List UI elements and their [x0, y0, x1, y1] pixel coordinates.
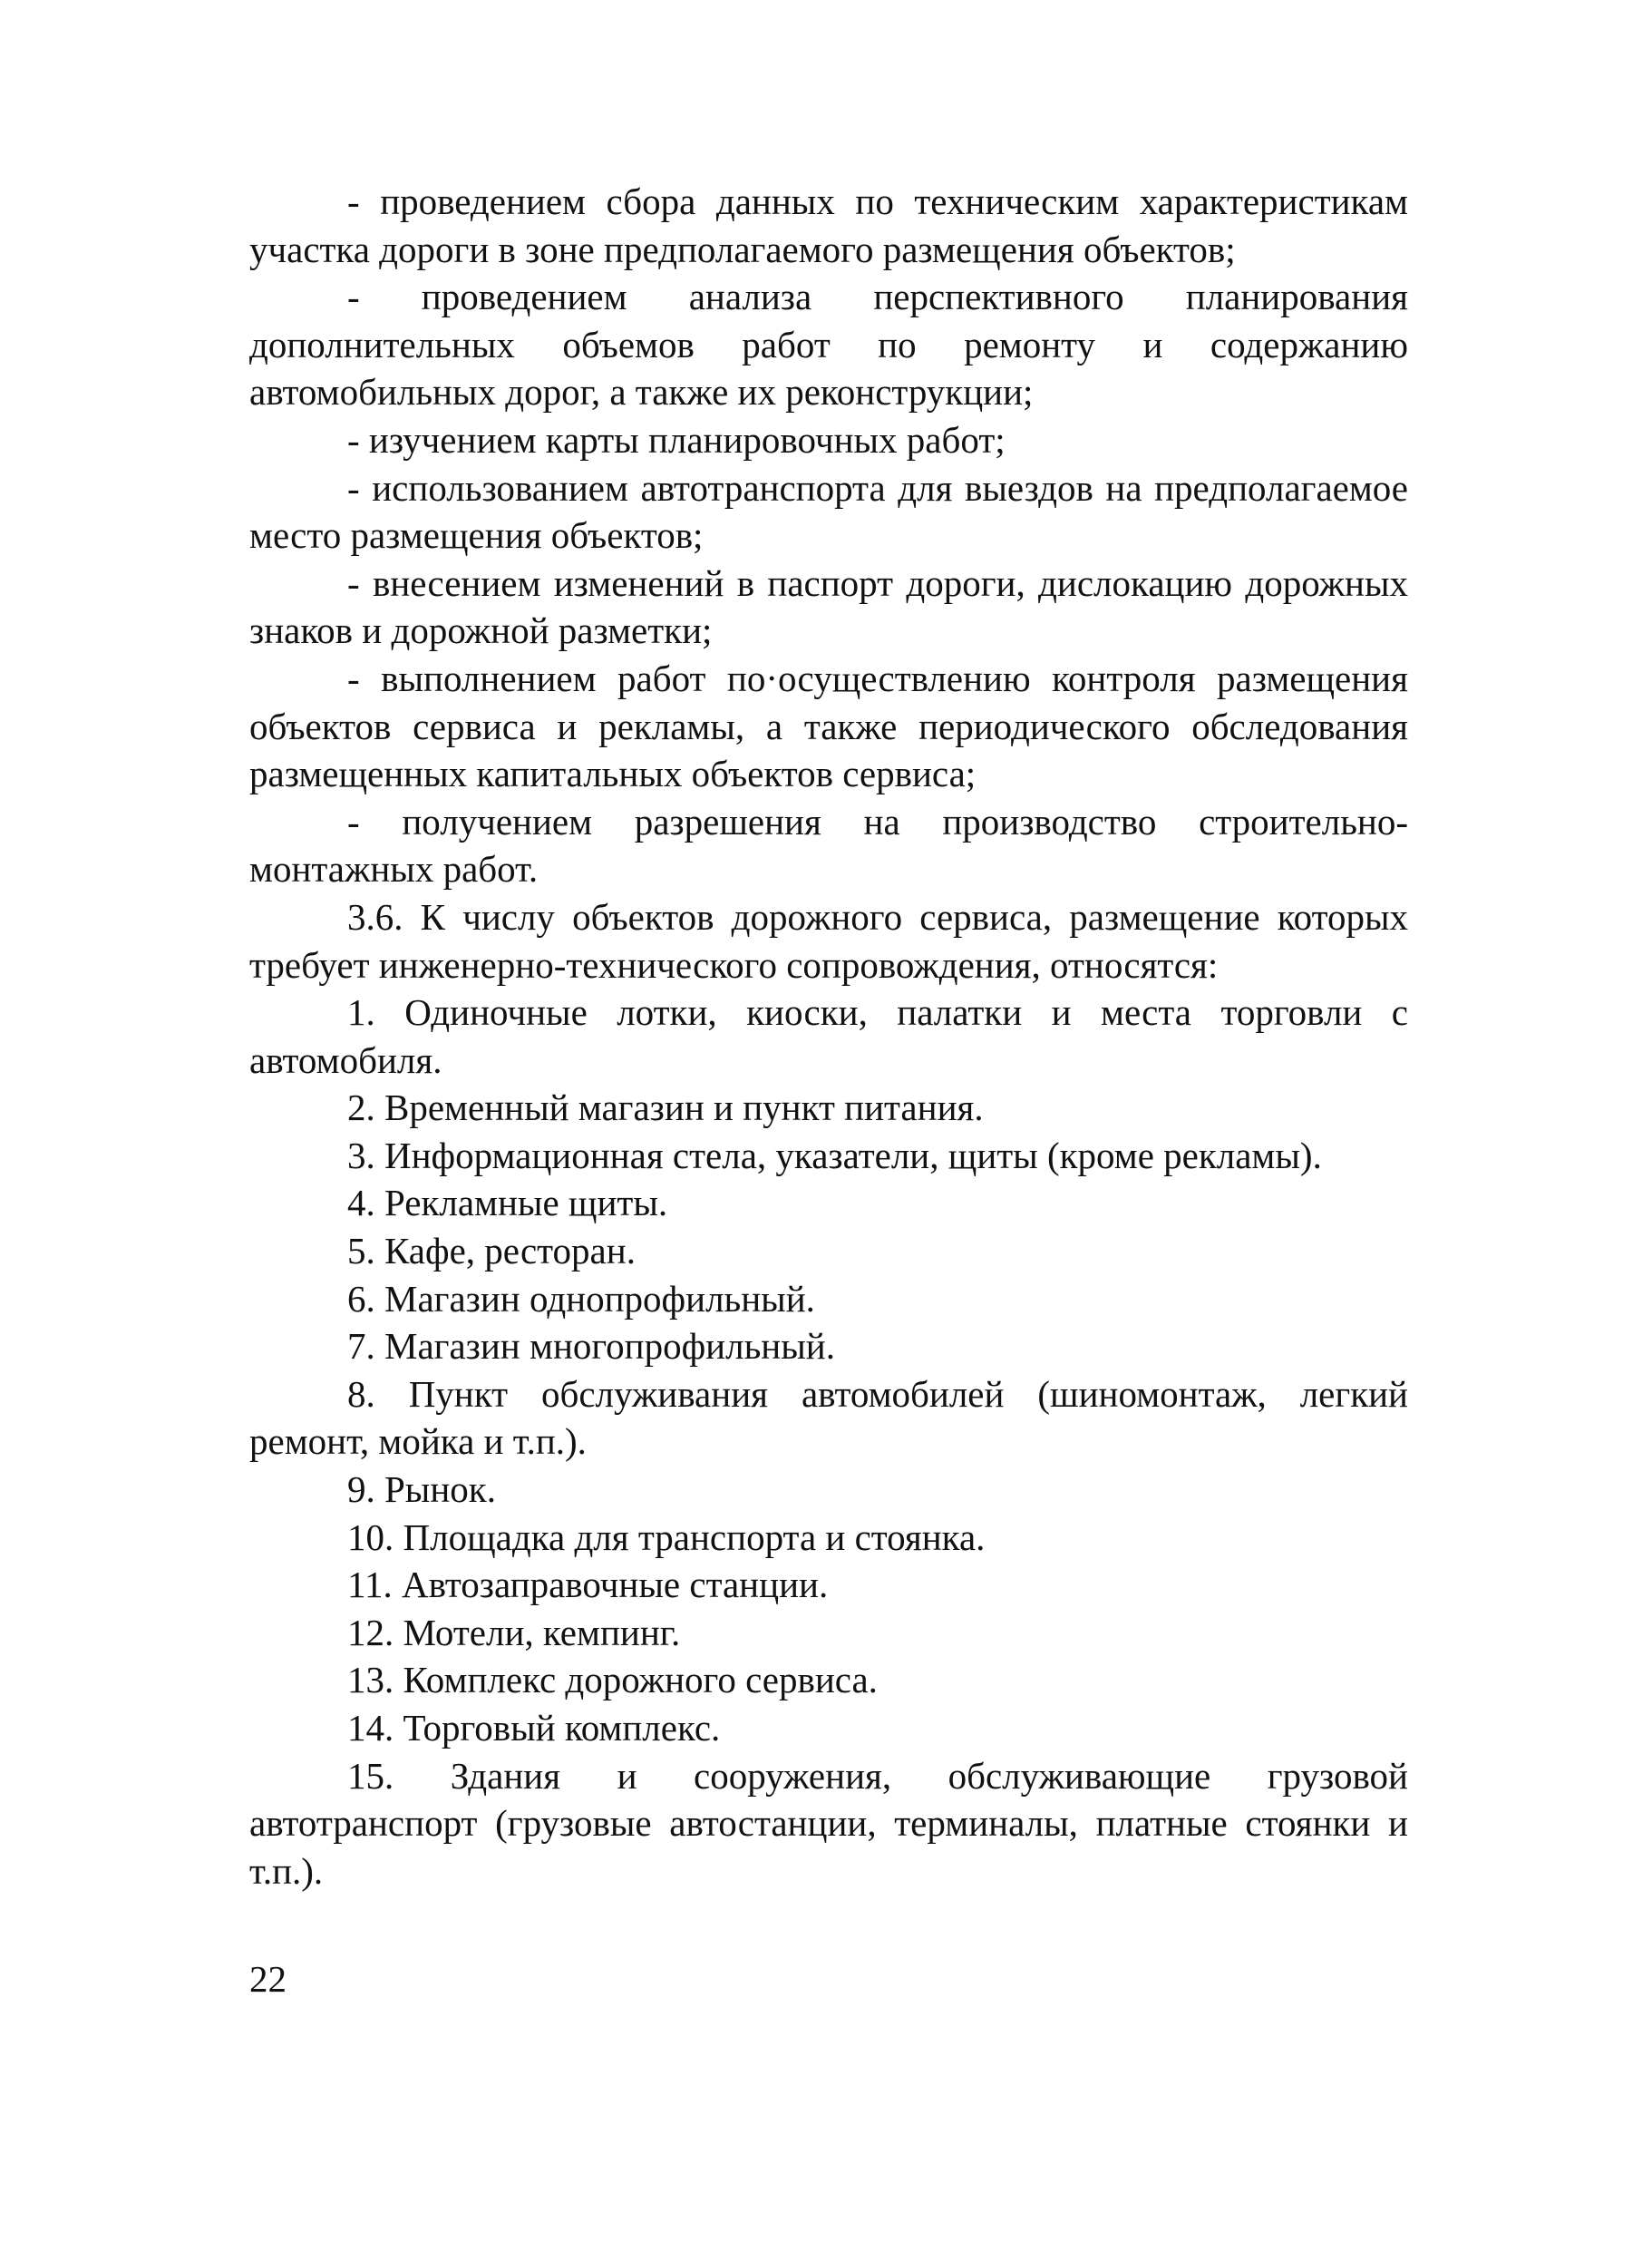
list-item-3: 3. Информационная стела, указатели, щиты (кроме рекламы). — [347, 1134, 1322, 1176]
list-item-12: 12. Мотели, кемпинг. — [347, 1611, 681, 1653]
list-item-6: 6. Магазин однопрофильный. — [347, 1277, 815, 1320]
paragraph-section-3-6: 3.6. К числу объектов дорожного сервиса, размещение которых требует инженерно-технического сопровождения, относятся: — [249, 895, 1408, 986]
list-item-2: 2. Временный магазин и пункт питания. — [347, 1087, 984, 1129]
list-item-7: 7. Магазин многопрофильный. — [347, 1325, 835, 1368]
list-item-4: 4. Рекламные щиты. — [347, 1182, 668, 1224]
document-body — [249, 178, 1408, 1895]
list-item-5: 5. Кафе, ресторан. — [347, 1230, 636, 1272]
paragraph-5: - внесением изменений в паспорт дороги, дислокацию дорожных знаков и дорожной разметки; — [249, 561, 1408, 652]
paragraph-3: - изучением карты планировочных работ; — [347, 418, 1006, 461]
page-number: 22 — [249, 1958, 287, 2000]
list-item-15: 15. Здания и сооружения, обслуживающие грузовой автотранспорт (грузовые автостанции, терминалы, платные стоянки и т.п.). — [249, 1754, 1408, 1892]
paragraph-2: - проведением анализа перспективного планирования дополнительных объемов работ по ремонту и содержанию автомобильных дорог, а также их реконструкции; — [249, 276, 1408, 414]
list-item-13: 13. Комплекс дорожного сервиса. — [347, 1659, 878, 1701]
paragraph-1: - проведением сбора данных по техническим характеристикам участка дороги в зоне предполагаемого размещения объектов; — [249, 180, 1408, 270]
list-item-8: 8. Пункт обслуживания автомобилей (шиномонтаж, легкий ремонт, мойка и т.п.). — [249, 1372, 1408, 1463]
list-item-1: 1. Одиночные лотки, киоски, палатки и места торговли с автомобиля. — [249, 991, 1408, 1081]
paragraph-6: - выполнением работ по·осуществлению контроля размещения объектов сервиса и рекламы, а также периодического обследования размещенных капитальных объектов сервиса; — [249, 657, 1408, 795]
list-item-14: 14. Торговый комплекс. — [347, 1707, 721, 1749]
paragraph-4: - использованием автотранспорта для выездов на предполагаемое место размещения объектов; — [249, 466, 1408, 557]
paragraph-7: - получением разрешения на производство строительно-монтажных работ. — [249, 800, 1408, 891]
list-item-10: 10. Площадка для транспорта и стоянка. — [347, 1515, 986, 1558]
list-item-9: 9. Рынок. — [347, 1468, 496, 1511]
list-item-11: 11. Автозаправочные станции. — [347, 1564, 829, 1606]
